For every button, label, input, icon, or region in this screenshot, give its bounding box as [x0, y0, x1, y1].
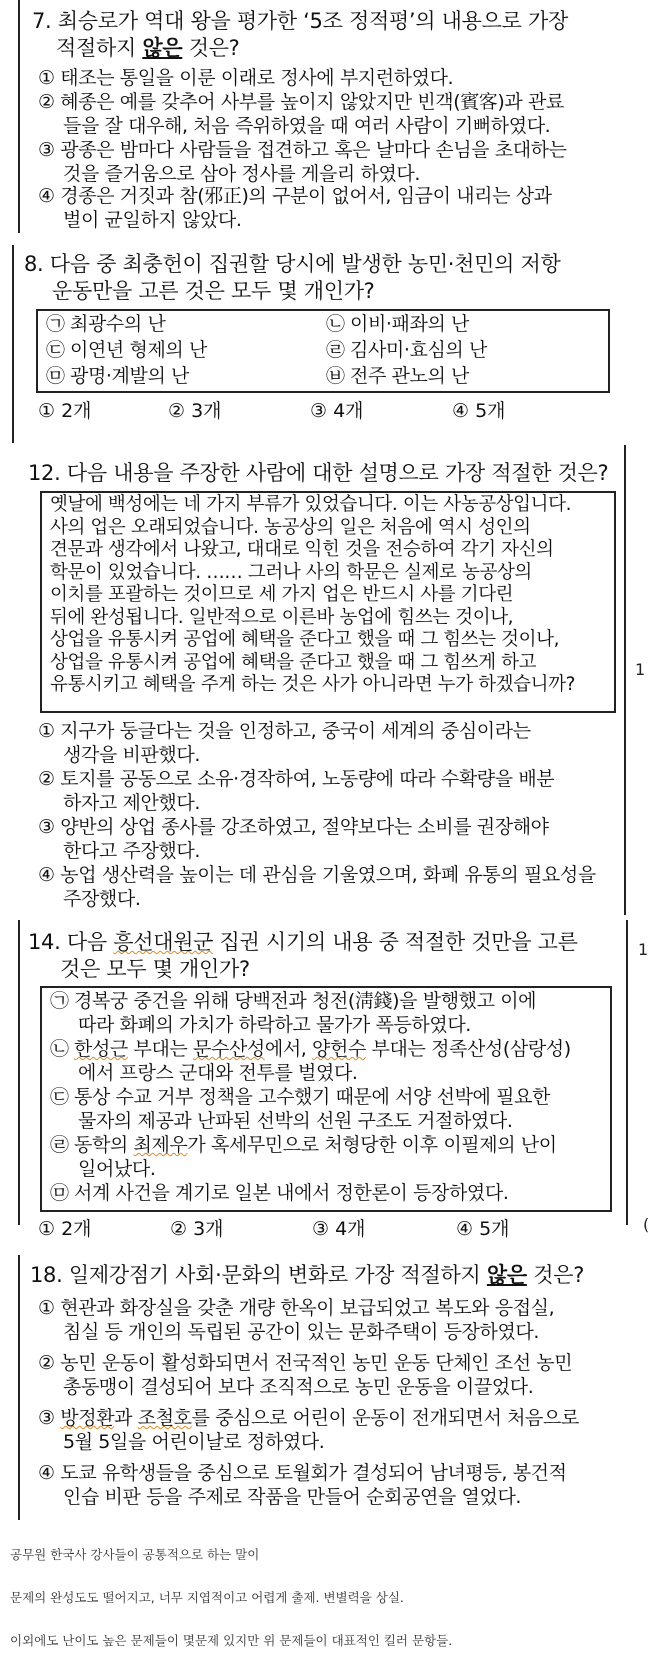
q14-answer-4: ④ 5개 [456, 1218, 510, 1240]
q8-left-rule [12, 245, 14, 443]
q18-stem: 18. 일제강점기 사회·문화의 변화로 가장 적절하지 않은 것은? [30, 1263, 585, 1287]
q12-passage-line: 이치를 포괄하는 것이므로 세 가지 업은 반드시 사를 기다린 [50, 584, 514, 605]
q14-answer-3: ③ 4개 [312, 1218, 366, 1240]
q14-item-5: ㉤ 서계 사건을 계기로 일본 내에서 정한론이 등장하였다. [50, 1182, 509, 1204]
q14-item-4: ㉣ 동학의 최제우가 혹세무민으로 처형당한 이후 이필제의 난이 일어났다. [50, 1134, 557, 1180]
q12-passage [50, 494, 606, 697]
q8-stem [24, 251, 634, 305]
q18-option-1: ① 현관과 화장실을 갖춘 개량 한옥이 보급되었고 복도와 응접실, 침실 등 개인의 독립된 공간이 있는 문화주택이 등장하였다. [38, 1297, 555, 1343]
q8-item-3: ㉢ 이연년 형제의 난 [46, 339, 207, 361]
q7-stem [32, 8, 632, 62]
q8-item-5: ㉤ 광명·계발의 난 [46, 365, 190, 387]
footer-text-1: 공무원 한국사 강사들이 공통적으로 하는 말이 [10, 1547, 260, 1562]
q8-item-6: ㉥ 전주 관노의 난 [326, 365, 470, 387]
q18-option-3: ③ 방정환과 조철호를 중심으로 어린이 운동이 전개되면서 처음으로 5월 5일을 어린이날로 정하였다. [38, 1407, 579, 1453]
q8-stem-line2: 운동만을 고른 것은 모두 몇 개인가? [52, 279, 375, 303]
q12-passage-line: 견문과 생각에서 나왔고, 대대로 익힌 것을 전승하여 각기 자신의 [50, 539, 554, 560]
q8-item-2: ㉡ 이비·패좌의 난 [326, 313, 470, 335]
q12-option-4: ④ 농업 생산력을 높이는 데 관심을 기울였으며, 화폐 유통의 필요성을 주장했다. [38, 864, 596, 910]
q8-answer-3: ③ 4개 [310, 400, 364, 422]
q12-passage-line: 사의 업은 오래되었습니다. 농공상의 일은 처음에 역시 성인의 [50, 516, 531, 538]
q18-option-2: ② 농민 운동이 활성화되면서 전국적인 농민 운동 단체인 조선 농민 총동맹이 결성되어 보다 조직적으로 농민 운동을 이끌었다. [38, 1352, 573, 1398]
q8-answer-4: ④ 5개 [452, 400, 506, 422]
q8-item-1: ㉠ 최광수의 난 [46, 313, 166, 335]
edge-mark-1: 1 [635, 660, 646, 679]
q7-option-4: ④ 경종은 거짓과 참(邪正)의 구분이 없어서, 임금이 내리는 상과 벌이 균일하지 않았다. [38, 185, 552, 231]
q12-option-3: ③ 양반의 상업 종사를 강조하였고, 절약보다는 소비를 권장해야 한다고 주장했다. [38, 816, 549, 862]
q12-stem: 12. 다음 내용을 주장한 사람에 대한 설명으로 가장 적절한 것은? [28, 461, 609, 485]
q14-answer-2: ② 3개 [170, 1218, 224, 1240]
q14-stem-line1: 14. 다음 흥선대원군 집권 시기의 내용 중 적절한 것만을 고른 [28, 930, 578, 954]
q12-passage-line: 유통시키고 혜택을 주게 하는 것은 사가 아니라면 누가 하겠습니까? [50, 674, 575, 695]
q12-passage-line: 상업을 유통시켜 공업에 혜택을 준다고 했을 때 그 힘쓰게 하고 [50, 651, 537, 673]
footer-text-3: 이외에도 난이도 높은 문제들이 몇문제 있지만 위 문제들이 대표적인 킬러 문항들. [10, 1633, 453, 1648]
q12-option-2: ② 토지를 공동으로 소유·경작하여, 노동량에 따라 수확량을 배분 하자고 제안했다. [38, 768, 555, 814]
footer-text-2: 문제의 완성도도 떨어지고, 너무 지엽적이고 어렵게 출제. 변별력을 상실. [10, 1590, 404, 1605]
edge-mark-3: ( [643, 1215, 650, 1234]
q12-passage-line: 학문이 있었습니다. …… 그러나 사의 학문은 실제로 농공상의 [50, 561, 532, 583]
edge-mark-2: 1 [638, 940, 649, 959]
q18-not-emphasis: 않은 [486, 1263, 527, 1287]
q7-option-3: ③ 광종은 밤마다 사람들을 접견하고 혹은 날마다 손님을 초대하는 것을 즐거움으로 삼아 정사를 게을리 하였다. [38, 139, 567, 185]
q14-stem-line2: 것은 모두 몇 개인가? [60, 957, 250, 981]
q14-item-1: ㉠ 경복궁 중건을 위해 당백전과 청전(淸錢)을 발행했고 이에 따라 화폐의 가치가 하락하고 물가가 폭등하였다. [50, 990, 537, 1036]
q18-left-rule [18, 1255, 20, 1520]
q14-underlined-term: 흥선대원군 [113, 930, 214, 954]
q12-passage-line: 옛날에 백성에는 네 가지 부류가 있었습니다. 이는 사농공상입니다. [50, 494, 572, 515]
q7-option-2: ② 혜종은 예를 갖추어 사부를 높이지 않았지만 빈객(賓客)과 관료 들을 잘 대우해, 처음 즉위하였을 때 여러 사람이 기뻐하였다. [38, 91, 564, 137]
q8-answer-1: ① 2개 [38, 400, 92, 422]
q7-not-emphasis: 않은 [142, 36, 183, 60]
q7-option-1: ① 태조는 통일을 이룬 이래로 정사에 부지런하였다. [38, 67, 454, 89]
q14-left-rule [18, 920, 20, 1225]
q7-stem-line2: 적절하지 않은 것은? [56, 36, 240, 60]
q8-item-4: ㉣ 김사미·효심의 난 [326, 339, 487, 361]
q18-option-4: ④ 도쿄 유학생들을 중심으로 토월회가 결성되어 남녀평등, 봉건적 인습 비판 등을 주제로 작품을 만들어 순회공연을 열었다. [38, 1462, 567, 1508]
q8-stem-line1: 8. 다음 중 최충헌이 집권할 당시에 발생한 농민·천민의 저항 [24, 252, 561, 276]
q14-answer-1: ① 2개 [38, 1218, 92, 1240]
q7-left-rule [18, 0, 20, 233]
q12-passage-line: 상업을 유통시켜 공업에 혜택을 준다고 했을 때 그 힘쓰는 것이나, [50, 629, 560, 650]
q8-answer-2: ② 3개 [168, 400, 222, 422]
q14-item-3: ㉢ 통상 수교 거부 정책을 고수했기 때문에 서양 선박에 필요한 물자의 제공과 난파된 선박의 선원 구조도 거절하였다. [50, 1086, 551, 1132]
q7-stem-line1: 7. 최승로가 역대 왕을 평가한 ‘5조 정적평’의 내용으로 가장 [32, 9, 568, 33]
q14-item-2: ㉡ 한성근 부대는 문수산성에서, 양헌수 부대는 정족산성(삼랑성) 에서 프랑스 군대와 전투를 벌였다. [50, 1038, 571, 1084]
q12-passage-line: 뒤에 완성됩니다. 일반적으로 이른바 농업에 힘쓰는 것이나, [50, 606, 514, 628]
q12-option-1: ① 지구가 둥글다는 것을 인정하고, 중국이 세계의 중심이라는 생각을 비판했다. [38, 720, 531, 766]
q14-stem [28, 929, 628, 983]
